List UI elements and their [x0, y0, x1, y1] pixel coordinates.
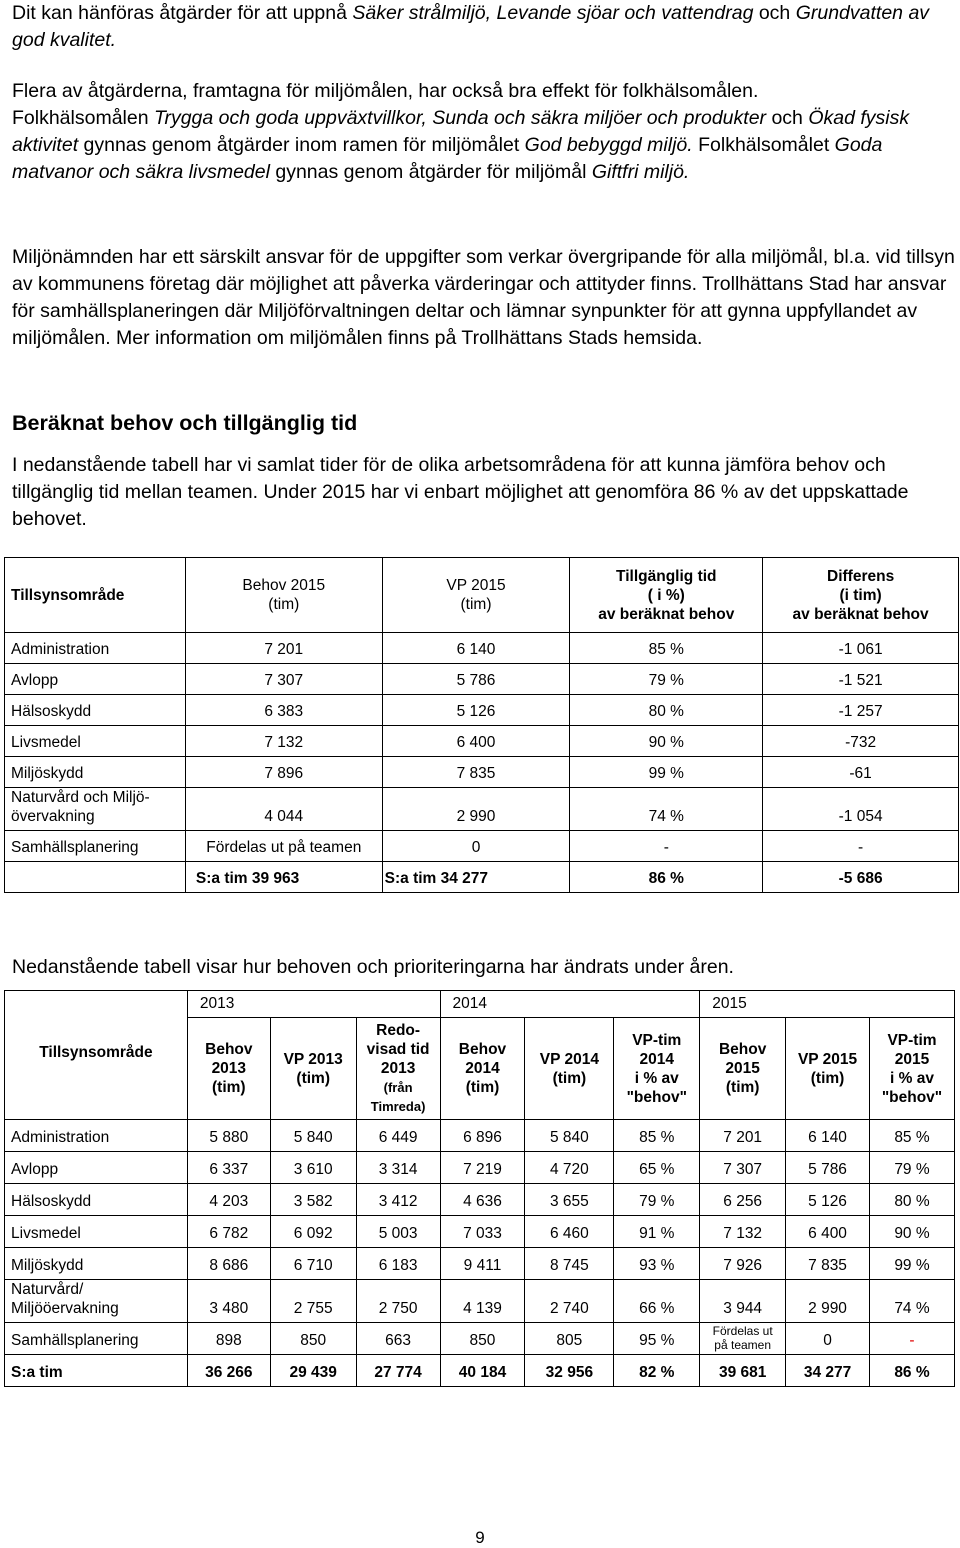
cell-value: 6 183 [356, 1248, 440, 1280]
header-line: (i tim) [839, 586, 882, 604]
cell-vp: 5 126 [382, 695, 570, 726]
cell-value: 99 % [869, 1248, 954, 1280]
cell-value: 850 [440, 1323, 525, 1355]
cell-area [5, 1280, 188, 1323]
text-run: Folkhälsomålet [692, 134, 835, 156]
cell-behov: 6 383 [185, 695, 382, 726]
header-line: (tim) [552, 1069, 587, 1087]
header-line: (tim) [810, 1069, 845, 1087]
cell-vp: 2 990 [382, 788, 570, 831]
cell-diff: - [763, 831, 959, 862]
header-line: i % av [634, 1069, 679, 1087]
header-line: Redo- [376, 1022, 421, 1039]
cell-value: 6 449 [356, 1120, 440, 1152]
text-run: Folkhälsomålen [12, 107, 154, 129]
cell-value: 86 % [869, 1355, 954, 1387]
cell-value: 5 840 [270, 1120, 356, 1152]
text-run: och [766, 107, 809, 129]
cell-vp: 6 140 [382, 633, 570, 664]
header-line: (tim) [725, 1079, 760, 1096]
cell-diff: -1 054 [763, 788, 959, 831]
header-line: Behov 2015 [242, 577, 326, 594]
cell-area: Samhällsplanering [5, 831, 186, 862]
cell-value: 2 740 [525, 1280, 614, 1323]
header-line: 2015 [894, 1050, 930, 1068]
cell-value: 9 411 [440, 1248, 525, 1280]
header-cell [382, 558, 570, 633]
cell-value: 4 203 [187, 1184, 270, 1216]
cell-value: 5 840 [525, 1120, 614, 1152]
cell-value: 0 [786, 1323, 870, 1355]
cell-value: 91 % [614, 1216, 700, 1248]
table-sum-row [5, 862, 959, 893]
paragraph-6: Nedanstående tabell visar hur behoven och prioriteringarna har ändrats under åren. [12, 956, 734, 978]
cell-value: 40 184 [440, 1355, 525, 1387]
table-row [5, 831, 959, 862]
header-cell [869, 1018, 954, 1120]
cell-value: 29 439 [270, 1355, 356, 1387]
cell-value: 8 745 [525, 1248, 614, 1280]
cell-value: 3 944 [700, 1280, 786, 1323]
cell-behov: 7 201 [185, 633, 382, 664]
fordelas-line: på teamen [714, 1338, 772, 1352]
cell-value: 7 307 [700, 1152, 786, 1184]
area-line: Miljööervakning [11, 1300, 119, 1317]
cell-value: 3 412 [356, 1184, 440, 1216]
cell-value: 6 140 [786, 1120, 870, 1152]
text-run: Dit kan hänföras åtgärder för att uppnå [12, 2, 353, 24]
header-line: 2015 [725, 1060, 760, 1077]
text-run: och [753, 2, 796, 24]
table-time-2015 [4, 557, 959, 893]
text-run: gynnas genom åtgärder för miljömål [269, 161, 592, 183]
cell-value: 6 337 [187, 1152, 270, 1184]
header-cell [786, 1018, 870, 1120]
cell-pct: 90 % [570, 726, 763, 757]
cell-diff: -5 686 [763, 862, 959, 893]
table-row [5, 633, 959, 664]
cell-behov: 7 896 [185, 757, 382, 788]
area-line: Naturvård och Miljö- [11, 789, 150, 806]
paragraph-4: Miljönämnden har ett särskilt ansvar för de uppgifter som verkar övergripande för alla miljömål, bl.a. vid tillsyn av kommunens företag där möjlighet att påverka värderingar och attityder finns. Trollhättans Stad har ansvar för samhällsplaneringen där Miljöförvaltningen deltar och lämnar synpunkter för att gynna uppfyllandet av miljömålen. Mer information om miljömålen finns på Trollhättans Stads hemsida. [12, 246, 955, 349]
paragraph-2: Flera av åtgärderna, framtagna för miljömålen, har också bra effekt för folkhälsomålen. [12, 80, 759, 102]
cell-diff: -1 521 [763, 664, 959, 695]
header-cell [570, 558, 763, 633]
cell-area [5, 788, 186, 831]
section-heading: Beräknat behov och tillgänglig tid [12, 411, 358, 435]
header-line: (tim) [212, 1079, 246, 1096]
cell-vp: 5 786 [382, 664, 570, 695]
header-line: (från [383, 1080, 413, 1095]
cell-value: 79 % [614, 1184, 700, 1216]
header-cell [614, 1018, 700, 1120]
cell-area: Avlopp [5, 1152, 188, 1184]
header-cell: Tillsynsområde [5, 991, 188, 1120]
header-line: VP-tim [887, 1031, 937, 1049]
cell-value: 85 % [614, 1120, 700, 1152]
cell-value: 7 835 [786, 1248, 870, 1280]
cell-vp: 6 400 [382, 726, 570, 757]
header-line: VP 2015 [446, 577, 506, 594]
cell-area: Hälsoskydd [5, 1184, 188, 1216]
cell-value: 80 % [869, 1184, 954, 1216]
header-cell [185, 558, 382, 633]
cell-value: 5 126 [786, 1184, 870, 1216]
cell-value: 3 314 [356, 1152, 440, 1184]
table-row [5, 1216, 955, 1248]
cell-value: 65 % [614, 1152, 700, 1184]
cell-value: 3 480 [187, 1280, 270, 1323]
table-sum-row [5, 1355, 955, 1387]
cell-value: 898 [187, 1323, 270, 1355]
cell-area: Miljöskydd [5, 1248, 188, 1280]
header-line: Differens [827, 567, 895, 585]
cell-value: 8 686 [187, 1248, 270, 1280]
page-number: 9 [475, 1528, 485, 1547]
header-line: Behov [718, 1041, 767, 1058]
table-row [5, 1280, 955, 1323]
cell-area: Livsmedel [5, 1216, 188, 1248]
header-cell [187, 1018, 270, 1120]
header-line: VP 2013 [283, 1050, 343, 1068]
table-row [5, 695, 959, 726]
table-row [5, 1152, 955, 1184]
cell-value: 6 710 [270, 1248, 356, 1280]
italic-run: Grundvatten av god kvalitet. [12, 2, 930, 51]
italic-run: Ökad fysisk aktivitet [12, 107, 910, 156]
year-cell: 2014 [440, 991, 700, 1018]
cell-pct: 86 % [570, 862, 763, 893]
fordelas-line: Fördelas ut [712, 1324, 773, 1338]
header-line: av beräknat behov [792, 605, 929, 623]
cell-value: 6 896 [440, 1120, 525, 1152]
paragraph-3 [12, 105, 957, 186]
header-line: (tim) [296, 1069, 330, 1087]
cell-value: 7 201 [700, 1120, 786, 1152]
cell-diff: -1 061 [763, 633, 959, 664]
cell-value: - [869, 1323, 954, 1355]
header-cell [763, 558, 959, 633]
table-row [5, 664, 959, 695]
cell-pct: 85 % [570, 633, 763, 664]
cell-value: 27 774 [356, 1355, 440, 1387]
cell-value: 6 400 [786, 1216, 870, 1248]
cell-value: 7 219 [440, 1152, 525, 1184]
table-time-history [4, 990, 955, 1387]
cell-value: 34 277 [786, 1355, 870, 1387]
header-line: Behov [205, 1041, 253, 1058]
cell-area: S:a tim [5, 1355, 188, 1387]
cell-area: Avlopp [5, 664, 186, 695]
cell-behov: Fördelas ut på teamen [185, 831, 382, 862]
year-cell: 2015 [700, 991, 955, 1018]
header-cell: Tillsynsområde [5, 558, 186, 633]
header-line: VP 2015 [797, 1050, 858, 1068]
cell-value: 93 % [614, 1248, 700, 1280]
cell-value: 7 132 [700, 1216, 786, 1248]
cell-behov: 7 307 [185, 664, 382, 695]
text-run: gynnas genom åtgärder inom ramen för miljömålet [78, 134, 525, 156]
cell-area: Hälsoskydd [5, 695, 186, 726]
header-line: visad tid [366, 1041, 430, 1058]
header-line: 2014 [465, 1060, 500, 1077]
cell-value: 3 610 [270, 1152, 356, 1184]
header-line: "behov" [626, 1088, 687, 1106]
cell-area: Miljöskydd [5, 757, 186, 788]
cell-value: 6 460 [525, 1216, 614, 1248]
table-row [5, 726, 959, 757]
cell-diff: -1 257 [763, 695, 959, 726]
header-line: Behov [458, 1041, 507, 1058]
cell-value: 4 636 [440, 1184, 525, 1216]
table-row [5, 1248, 955, 1280]
italic-run: Goda matvanor och säkra livsmedel [12, 134, 883, 183]
header-line: av beräknat behov [598, 605, 735, 623]
cell-area: Livsmedel [5, 726, 186, 757]
cell-value: 4 139 [440, 1280, 525, 1323]
cell-area: Administration [5, 1120, 188, 1152]
cell-area: Administration [5, 633, 186, 664]
table-row [5, 788, 959, 831]
header-cell [356, 1018, 440, 1120]
cell-value: 85 % [869, 1120, 954, 1152]
cell-area [5, 862, 186, 893]
table-row [5, 1323, 955, 1355]
cell-behov: S:a tim 39 963 [185, 862, 382, 893]
table-row [5, 1184, 955, 1216]
cell-value: 90 % [869, 1216, 954, 1248]
cell-value: 5 880 [187, 1120, 270, 1152]
table-header-row [5, 558, 959, 633]
cell-area: Samhällsplanering [5, 1323, 188, 1355]
cell-value: 66 % [614, 1280, 700, 1323]
area-line: Naturvård/ [11, 1281, 84, 1298]
header-line: ( i %) [647, 586, 685, 604]
header-line: (tim) [465, 1079, 500, 1096]
cell-value: 663 [356, 1323, 440, 1355]
cell-value: 2 755 [270, 1280, 356, 1323]
header-line: (tim) [268, 596, 300, 613]
cell-value: 3 655 [525, 1184, 614, 1216]
cell-diff: -61 [763, 757, 959, 788]
table-row [5, 757, 959, 788]
table-row [5, 1120, 955, 1152]
cell-value: 36 266 [187, 1355, 270, 1387]
cell-pct: 74 % [570, 788, 763, 831]
header-line: "behov" [881, 1088, 943, 1106]
header-line: Tillgänglig tid [616, 567, 717, 585]
cell-value: 6 256 [700, 1184, 786, 1216]
cell-value: 850 [270, 1323, 356, 1355]
cell-pct: 99 % [570, 757, 763, 788]
paragraph-5: I nedanstående tabell har vi samlat tider för de olika arbetsområdena för att kunna jämföra behov och tillgänglig tid mellan teamen. Under 2015 har vi enbart möjlighet att genomföra 86 % av det uppskattade behovet. [12, 454, 909, 530]
area-line: övervakning [11, 808, 95, 825]
cell-value: 7 033 [440, 1216, 525, 1248]
cell-value: 82 % [614, 1355, 700, 1387]
cell-value: 79 % [869, 1152, 954, 1184]
cell-value: 5 003 [356, 1216, 440, 1248]
header-line: VP 2014 [539, 1050, 599, 1068]
cell-pct: 79 % [570, 664, 763, 695]
cell-value: 5 786 [786, 1152, 870, 1184]
year-row [5, 991, 955, 1018]
paragraph-1 [12, 0, 957, 54]
italic-run: Trygga och goda uppväxtvillkor, Sunda och säkra miljöer och produkter [153, 107, 767, 129]
cell-value: 74 % [869, 1280, 954, 1323]
cell-behov: 4 044 [185, 788, 382, 831]
cell-value: 4 720 [525, 1152, 614, 1184]
cell-value: 2 750 [356, 1280, 440, 1323]
cell-value: 32 956 [525, 1355, 614, 1387]
header-line: Timreda) [370, 1099, 426, 1114]
cell-pct: 80 % [570, 695, 763, 726]
cell-value: 6 782 [187, 1216, 270, 1248]
cell-value: 7 926 [700, 1248, 786, 1280]
header-cell [525, 1018, 614, 1120]
cell-vp: 7 835 [382, 757, 570, 788]
cell-value: 39 681 [700, 1355, 786, 1387]
header-line: VP-tim [632, 1031, 682, 1049]
cell-value: 95 % [614, 1323, 700, 1355]
cell-vp: S:a tim 34 277 [382, 862, 570, 893]
italic-run: God bebyggd miljö. [524, 134, 693, 156]
cell-pct: - [570, 831, 763, 862]
cell-value: 3 582 [270, 1184, 356, 1216]
cell-diff: -732 [763, 726, 959, 757]
header-cell [270, 1018, 356, 1120]
header-line: (tim) [460, 596, 492, 613]
cell-value: 6 092 [270, 1216, 356, 1248]
cell-vp: 0 [382, 831, 570, 862]
header-line: 2013 [380, 1060, 416, 1077]
italic-run: Giftfri miljö. [591, 161, 690, 183]
italic-run: Säker strålmiljö, Levande sjöar och vattendrag [352, 2, 754, 24]
cell-behov: 7 132 [185, 726, 382, 757]
header-line: 2014 [639, 1050, 674, 1068]
header-line: i % av [890, 1069, 934, 1087]
year-cell: 2013 [187, 991, 440, 1018]
cell-fordelas [700, 1323, 786, 1355]
header-line: 2013 [211, 1060, 247, 1077]
header-cell [440, 1018, 525, 1120]
cell-value: 805 [525, 1323, 614, 1355]
cell-value: 2 990 [786, 1280, 870, 1323]
header-cell [700, 1018, 786, 1120]
